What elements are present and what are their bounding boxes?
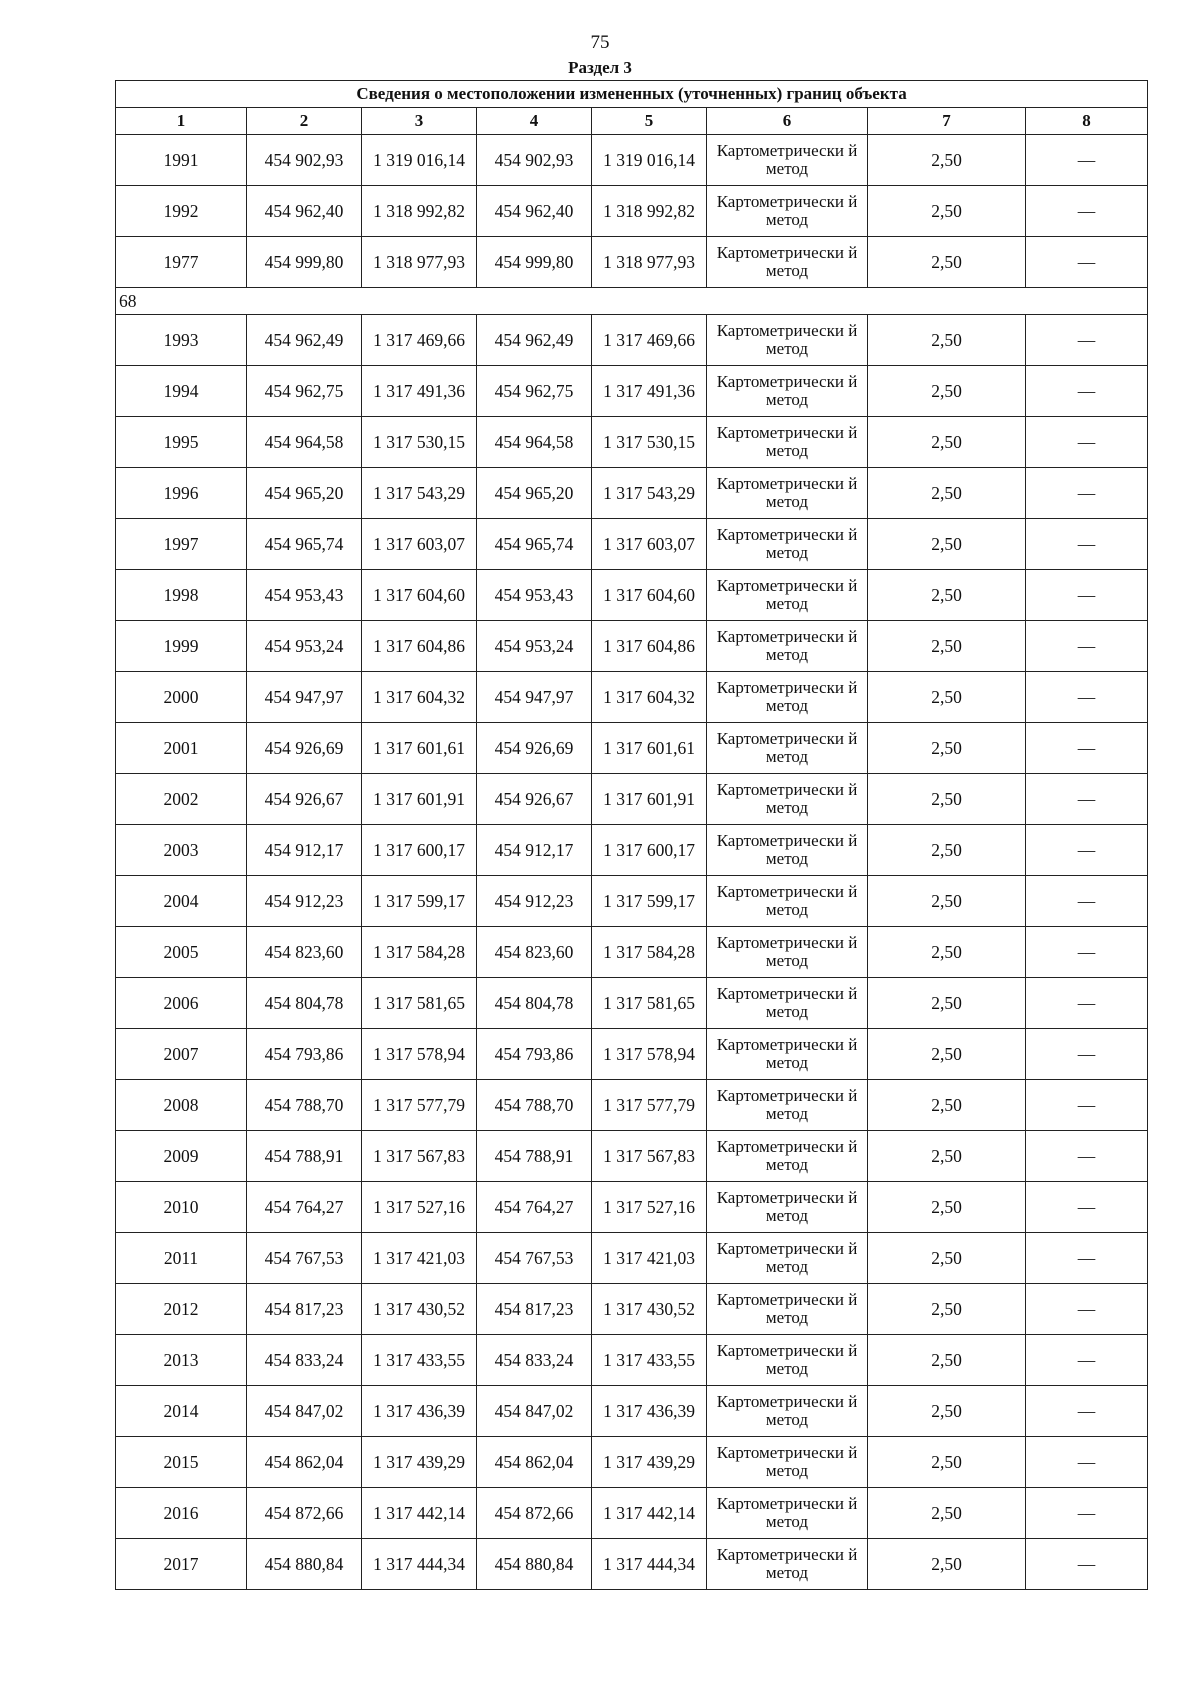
column-number: 4 — [477, 108, 592, 135]
point-number-cell: 2016 — [116, 1488, 247, 1539]
page-number: 75 — [590, 32, 610, 53]
x-old-cell: 454 999,80 — [247, 237, 362, 288]
y-old-cell: 1 317 442,14 — [362, 1488, 477, 1539]
accuracy-cell: 2,50 — [868, 723, 1026, 774]
table-row — [116, 1233, 1148, 1284]
x-old-cell: 454 823,60 — [247, 927, 362, 978]
x-new-cell: 454 964,58 — [477, 417, 592, 468]
y-new-cell: 1 317 491,36 — [592, 366, 707, 417]
point-number-cell: 1991 — [116, 135, 247, 186]
x-new-cell: 454 847,02 — [477, 1386, 592, 1437]
description-cell: — — [1026, 315, 1148, 366]
y-old-cell: 1 317 600,17 — [362, 825, 477, 876]
y-old-cell: 1 317 604,60 — [362, 570, 477, 621]
contour-group-row — [116, 288, 1148, 315]
column-number-row — [116, 108, 1148, 135]
accuracy-cell: 2,50 — [868, 1335, 1026, 1386]
point-number-cell: 2006 — [116, 978, 247, 1029]
x-new-cell: 454 912,17 — [477, 825, 592, 876]
y-new-cell: 1 317 599,17 — [592, 876, 707, 927]
x-new-cell: 454 788,70 — [477, 1080, 592, 1131]
accuracy-cell: 2,50 — [868, 417, 1026, 468]
y-new-cell: 1 317 601,61 — [592, 723, 707, 774]
method-cell: Картометрически й метод — [707, 1386, 868, 1437]
accuracy-cell: 2,50 — [868, 135, 1026, 186]
point-number-cell: 1994 — [116, 366, 247, 417]
description-cell: — — [1026, 1131, 1148, 1182]
accuracy-cell: 2,50 — [868, 1233, 1026, 1284]
description-cell: — — [1026, 876, 1148, 927]
point-number-cell: 2001 — [116, 723, 247, 774]
table-row — [116, 1182, 1148, 1233]
y-new-cell: 1 317 577,79 — [592, 1080, 707, 1131]
accuracy-cell: 2,50 — [868, 774, 1026, 825]
description-cell: — — [1026, 1335, 1148, 1386]
y-new-cell: 1 318 992,82 — [592, 186, 707, 237]
y-new-cell: 1 317 436,39 — [592, 1386, 707, 1437]
contour-number: 68 — [116, 288, 1148, 315]
accuracy-cell: 2,50 — [868, 1437, 1026, 1488]
method-cell: Картометрически й метод — [707, 417, 868, 468]
x-old-cell: 454 902,93 — [247, 135, 362, 186]
method-cell: Картометрически й метод — [707, 1539, 868, 1590]
method-cell: Картометрически й метод — [707, 237, 868, 288]
table-row — [116, 825, 1148, 876]
y-old-cell: 1 317 577,79 — [362, 1080, 477, 1131]
column-number: 7 — [868, 108, 1026, 135]
description-cell: — — [1026, 774, 1148, 825]
method-cell: Картометрически й метод — [707, 186, 868, 237]
y-new-cell: 1 317 604,86 — [592, 621, 707, 672]
table-row — [116, 1335, 1148, 1386]
y-new-cell: 1 317 421,03 — [592, 1233, 707, 1284]
y-old-cell: 1 318 992,82 — [362, 186, 477, 237]
method-cell: Картометрически й метод — [707, 315, 868, 366]
description-cell: — — [1026, 519, 1148, 570]
method-cell: Картометрически й метод — [707, 1182, 868, 1233]
column-number: 3 — [362, 108, 477, 135]
table-body — [116, 81, 1148, 1590]
x-old-cell: 454 788,70 — [247, 1080, 362, 1131]
method-cell: Картометрически й метод — [707, 1488, 868, 1539]
accuracy-cell: 2,50 — [868, 1539, 1026, 1590]
description-cell: — — [1026, 366, 1148, 417]
method-cell: Картометрически й метод — [707, 876, 868, 927]
description-cell: — — [1026, 1386, 1148, 1437]
accuracy-cell: 2,50 — [868, 672, 1026, 723]
point-number-cell: 1977 — [116, 237, 247, 288]
y-old-cell: 1 317 430,52 — [362, 1284, 477, 1335]
y-old-cell: 1 317 421,03 — [362, 1233, 477, 1284]
description-cell: — — [1026, 672, 1148, 723]
method-cell: Картометрически й метод — [707, 366, 868, 417]
column-number: 2 — [247, 108, 362, 135]
method-cell: Картометрически й метод — [707, 1131, 868, 1182]
table-caption: Сведения о местоположении измененных (уточненных) границ объекта — [116, 81, 1148, 108]
point-number-cell: 2013 — [116, 1335, 247, 1386]
y-new-cell: 1 317 584,28 — [592, 927, 707, 978]
accuracy-cell: 2,50 — [868, 366, 1026, 417]
x-old-cell: 454 833,24 — [247, 1335, 362, 1386]
y-old-cell: 1 317 491,36 — [362, 366, 477, 417]
method-cell: Картометрически й метод — [707, 774, 868, 825]
point-number-cell: 1997 — [116, 519, 247, 570]
y-new-cell: 1 317 578,94 — [592, 1029, 707, 1080]
y-old-cell: 1 317 527,16 — [362, 1182, 477, 1233]
x-new-cell: 454 823,60 — [477, 927, 592, 978]
y-new-cell: 1 317 442,14 — [592, 1488, 707, 1539]
x-old-cell: 454 926,69 — [247, 723, 362, 774]
y-old-cell: 1 317 603,07 — [362, 519, 477, 570]
x-new-cell: 454 912,23 — [477, 876, 592, 927]
table-row — [116, 621, 1148, 672]
x-old-cell: 454 926,67 — [247, 774, 362, 825]
x-old-cell: 454 953,24 — [247, 621, 362, 672]
x-old-cell: 454 962,49 — [247, 315, 362, 366]
point-number-cell: 2009 — [116, 1131, 247, 1182]
point-number-cell: 2015 — [116, 1437, 247, 1488]
method-cell: Картометрически й метод — [707, 570, 868, 621]
point-number-cell: 2014 — [116, 1386, 247, 1437]
x-old-cell: 454 804,78 — [247, 978, 362, 1029]
x-old-cell: 454 912,17 — [247, 825, 362, 876]
y-new-cell: 1 317 604,32 — [592, 672, 707, 723]
table-row — [116, 978, 1148, 1029]
table-row — [116, 519, 1148, 570]
x-old-cell: 454 962,40 — [247, 186, 362, 237]
method-cell: Картометрически й метод — [707, 723, 868, 774]
method-cell: Картометрически й метод — [707, 135, 868, 186]
column-number: 6 — [707, 108, 868, 135]
x-new-cell: 454 962,40 — [477, 186, 592, 237]
y-old-cell: 1 317 604,86 — [362, 621, 477, 672]
x-new-cell: 454 953,24 — [477, 621, 592, 672]
x-new-cell: 454 880,84 — [477, 1539, 592, 1590]
x-old-cell: 454 965,74 — [247, 519, 362, 570]
table-caption-row — [116, 81, 1148, 108]
y-new-cell: 1 319 016,14 — [592, 135, 707, 186]
y-old-cell: 1 317 567,83 — [362, 1131, 477, 1182]
x-old-cell: 454 793,86 — [247, 1029, 362, 1080]
table-row — [116, 1539, 1148, 1590]
method-cell: Картометрически й метод — [707, 621, 868, 672]
method-cell: Картометрически й метод — [707, 978, 868, 1029]
x-new-cell: 454 902,93 — [477, 135, 592, 186]
point-number-cell: 2002 — [116, 774, 247, 825]
point-number-cell: 2005 — [116, 927, 247, 978]
accuracy-cell: 2,50 — [868, 1386, 1026, 1437]
table-row — [116, 1386, 1148, 1437]
x-new-cell: 454 953,43 — [477, 570, 592, 621]
table-row — [116, 315, 1148, 366]
x-new-cell: 454 767,53 — [477, 1233, 592, 1284]
accuracy-cell: 2,50 — [868, 1029, 1026, 1080]
point-number-cell: 1992 — [116, 186, 247, 237]
method-cell: Картометрически й метод — [707, 1080, 868, 1131]
description-cell: — — [1026, 1488, 1148, 1539]
y-new-cell: 1 317 600,17 — [592, 825, 707, 876]
y-old-cell: 1 317 530,15 — [362, 417, 477, 468]
accuracy-cell: 2,50 — [868, 1131, 1026, 1182]
method-cell: Картометрически й метод — [707, 1029, 868, 1080]
x-new-cell: 454 817,23 — [477, 1284, 592, 1335]
column-number: 1 — [116, 108, 247, 135]
point-number-cell: 2008 — [116, 1080, 247, 1131]
description-cell: — — [1026, 1233, 1148, 1284]
y-old-cell: 1 317 601,91 — [362, 774, 477, 825]
x-new-cell: 454 862,04 — [477, 1437, 592, 1488]
description-cell: — — [1026, 1437, 1148, 1488]
x-old-cell: 454 912,23 — [247, 876, 362, 927]
y-new-cell: 1 318 977,93 — [592, 237, 707, 288]
description-cell: — — [1026, 570, 1148, 621]
x-old-cell: 454 953,43 — [247, 570, 362, 621]
x-new-cell: 454 926,69 — [477, 723, 592, 774]
y-new-cell: 1 317 527,16 — [592, 1182, 707, 1233]
accuracy-cell: 2,50 — [868, 237, 1026, 288]
accuracy-cell: 2,50 — [868, 1080, 1026, 1131]
accuracy-cell: 2,50 — [868, 621, 1026, 672]
x-new-cell: 454 962,49 — [477, 315, 592, 366]
y-new-cell: 1 317 433,55 — [592, 1335, 707, 1386]
y-old-cell: 1 317 433,55 — [362, 1335, 477, 1386]
x-new-cell: 454 965,74 — [477, 519, 592, 570]
y-old-cell: 1 317 436,39 — [362, 1386, 477, 1437]
table-row — [116, 1284, 1148, 1335]
table-row — [116, 876, 1148, 927]
x-old-cell: 454 767,53 — [247, 1233, 362, 1284]
method-cell: Картометрически й метод — [707, 519, 868, 570]
x-new-cell: 454 872,66 — [477, 1488, 592, 1539]
x-old-cell: 454 964,58 — [247, 417, 362, 468]
table-row — [116, 774, 1148, 825]
description-cell: — — [1026, 1182, 1148, 1233]
description-cell: — — [1026, 468, 1148, 519]
y-old-cell: 1 317 599,17 — [362, 876, 477, 927]
x-old-cell: 454 847,02 — [247, 1386, 362, 1437]
accuracy-cell: 2,50 — [868, 468, 1026, 519]
y-new-cell: 1 317 601,91 — [592, 774, 707, 825]
description-cell: — — [1026, 135, 1148, 186]
method-cell: Картометрически й метод — [707, 825, 868, 876]
y-old-cell: 1 317 543,29 — [362, 468, 477, 519]
x-old-cell: 454 817,23 — [247, 1284, 362, 1335]
accuracy-cell: 2,50 — [868, 315, 1026, 366]
x-new-cell: 454 965,20 — [477, 468, 592, 519]
point-number-cell: 2000 — [116, 672, 247, 723]
y-old-cell: 1 317 439,29 — [362, 1437, 477, 1488]
point-number-cell: 2007 — [116, 1029, 247, 1080]
description-cell: — — [1026, 1284, 1148, 1335]
table-row — [116, 1029, 1148, 1080]
x-old-cell: 454 872,66 — [247, 1488, 362, 1539]
description-cell: — — [1026, 417, 1148, 468]
y-old-cell: 1 317 578,94 — [362, 1029, 477, 1080]
y-old-cell: 1 317 469,66 — [362, 315, 477, 366]
column-number: 8 — [1026, 108, 1148, 135]
table-row — [116, 672, 1148, 723]
point-number-cell: 1996 — [116, 468, 247, 519]
x-new-cell: 454 764,27 — [477, 1182, 592, 1233]
accuracy-cell: 2,50 — [868, 570, 1026, 621]
table-row — [116, 927, 1148, 978]
y-new-cell: 1 317 567,83 — [592, 1131, 707, 1182]
y-old-cell: 1 317 604,32 — [362, 672, 477, 723]
method-cell: Картометрически й метод — [707, 468, 868, 519]
y-old-cell: 1 317 601,61 — [362, 723, 477, 774]
y-new-cell: 1 317 444,34 — [592, 1539, 707, 1590]
accuracy-cell: 2,50 — [868, 519, 1026, 570]
column-number: 5 — [592, 108, 707, 135]
point-number-cell: 2017 — [116, 1539, 247, 1590]
table-row — [116, 1488, 1148, 1539]
table-row — [116, 1437, 1148, 1488]
table-row — [116, 237, 1148, 288]
description-cell: — — [1026, 186, 1148, 237]
y-new-cell: 1 317 604,60 — [592, 570, 707, 621]
table-row — [116, 468, 1148, 519]
y-old-cell: 1 319 016,14 — [362, 135, 477, 186]
description-cell: — — [1026, 825, 1148, 876]
accuracy-cell: 2,50 — [868, 927, 1026, 978]
x-new-cell: 454 962,75 — [477, 366, 592, 417]
description-cell: — — [1026, 1029, 1148, 1080]
point-number-cell: 1993 — [116, 315, 247, 366]
y-new-cell: 1 317 530,15 — [592, 417, 707, 468]
point-number-cell: 1995 — [116, 417, 247, 468]
table-row — [116, 417, 1148, 468]
accuracy-cell: 2,50 — [868, 186, 1026, 237]
x-new-cell: 454 926,67 — [477, 774, 592, 825]
y-old-cell: 1 318 977,93 — [362, 237, 477, 288]
coordinates-table — [115, 80, 1148, 1590]
x-old-cell: 454 962,75 — [247, 366, 362, 417]
accuracy-cell: 2,50 — [868, 825, 1026, 876]
x-old-cell: 454 764,27 — [247, 1182, 362, 1233]
accuracy-cell: 2,50 — [868, 978, 1026, 1029]
y-old-cell: 1 317 444,34 — [362, 1539, 477, 1590]
x-old-cell: 454 965,20 — [247, 468, 362, 519]
point-number-cell: 2010 — [116, 1182, 247, 1233]
x-old-cell: 454 788,91 — [247, 1131, 362, 1182]
method-cell: Картометрически й метод — [707, 1335, 868, 1386]
y-old-cell: 1 317 584,28 — [362, 927, 477, 978]
y-new-cell: 1 317 439,29 — [592, 1437, 707, 1488]
point-number-cell: 1999 — [116, 621, 247, 672]
description-cell: — — [1026, 1080, 1148, 1131]
point-number-cell: 2004 — [116, 876, 247, 927]
method-cell: Картометрически й метод — [707, 927, 868, 978]
description-cell: — — [1026, 723, 1148, 774]
x-old-cell: 454 862,04 — [247, 1437, 362, 1488]
table-row — [116, 1131, 1148, 1182]
point-number-cell: 2003 — [116, 825, 247, 876]
y-new-cell: 1 317 603,07 — [592, 519, 707, 570]
method-cell: Картометрически й метод — [707, 1233, 868, 1284]
description-cell: — — [1026, 621, 1148, 672]
x-new-cell: 454 833,24 — [477, 1335, 592, 1386]
y-new-cell: 1 317 581,65 — [592, 978, 707, 1029]
table-row — [116, 366, 1148, 417]
y-old-cell: 1 317 581,65 — [362, 978, 477, 1029]
table-row — [116, 570, 1148, 621]
x-new-cell: 454 793,86 — [477, 1029, 592, 1080]
description-cell: — — [1026, 978, 1148, 1029]
point-number-cell: 2011 — [116, 1233, 247, 1284]
method-cell: Картометрически й метод — [707, 1284, 868, 1335]
point-number-cell: 1998 — [116, 570, 247, 621]
table-row — [116, 1080, 1148, 1131]
x-new-cell: 454 788,91 — [477, 1131, 592, 1182]
table-row — [116, 135, 1148, 186]
accuracy-cell: 2,50 — [868, 1488, 1026, 1539]
x-old-cell: 454 947,97 — [247, 672, 362, 723]
x-new-cell: 454 804,78 — [477, 978, 592, 1029]
point-number-cell: 2012 — [116, 1284, 247, 1335]
x-new-cell: 454 947,97 — [477, 672, 592, 723]
accuracy-cell: 2,50 — [868, 1284, 1026, 1335]
method-cell: Картометрически й метод — [707, 1437, 868, 1488]
y-new-cell: 1 317 469,66 — [592, 315, 707, 366]
accuracy-cell: 2,50 — [868, 1182, 1026, 1233]
description-cell: — — [1026, 1539, 1148, 1590]
description-cell: — — [1026, 237, 1148, 288]
y-new-cell: 1 317 430,52 — [592, 1284, 707, 1335]
method-cell: Картометрически й метод — [707, 672, 868, 723]
section-title: Раздел 3 — [568, 58, 632, 77]
x-old-cell: 454 880,84 — [247, 1539, 362, 1590]
table-row — [116, 186, 1148, 237]
description-cell: — — [1026, 927, 1148, 978]
accuracy-cell: 2,50 — [868, 876, 1026, 927]
table-row — [116, 723, 1148, 774]
x-new-cell: 454 999,80 — [477, 237, 592, 288]
y-new-cell: 1 317 543,29 — [592, 468, 707, 519]
